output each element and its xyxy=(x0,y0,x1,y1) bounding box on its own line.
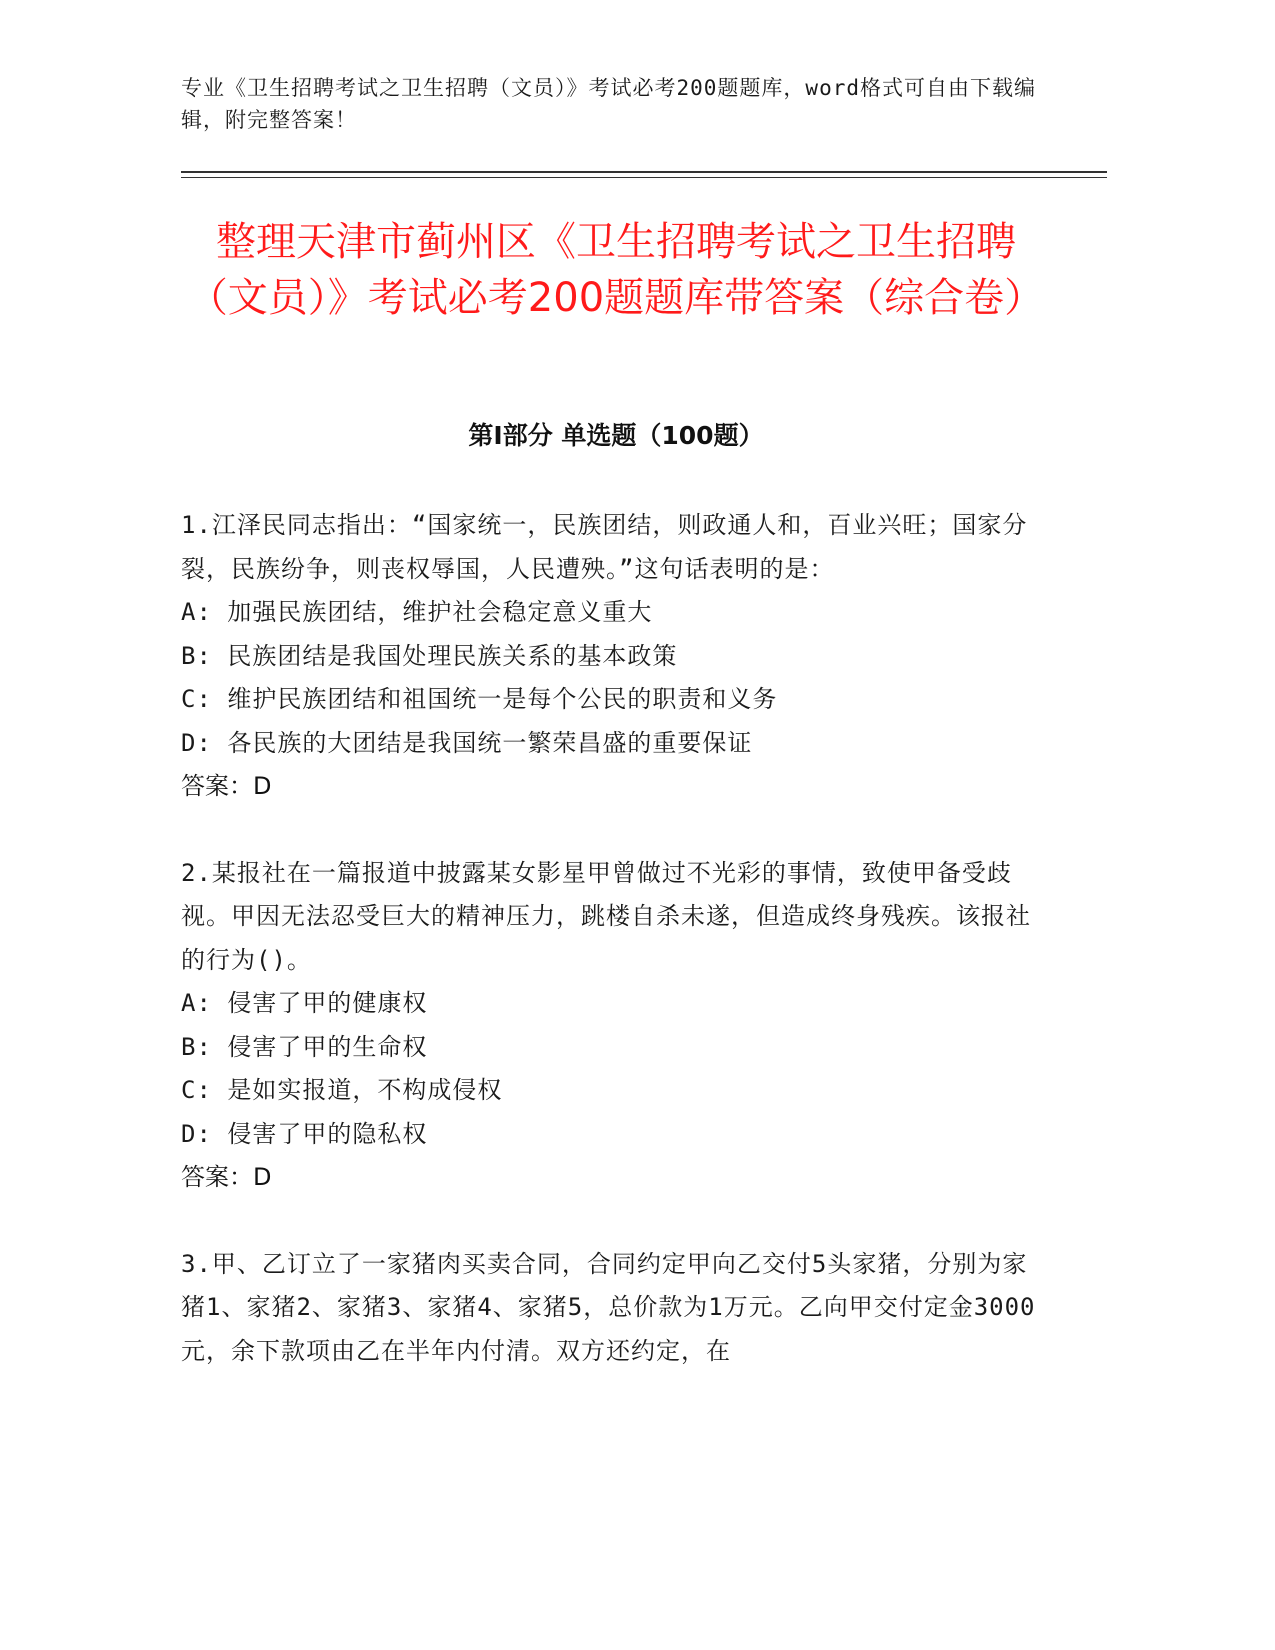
question-stem: 2.某报社在一篇报道中披露某女影星甲曾做过不光彩的事情，致使甲备受歧视。甲因无法忍受巨大的精神压力，跳楼自杀未遂，但造成终身残疾。该报社的行为()。 xyxy=(181,858,1031,974)
answer: 答案：D xyxy=(181,772,272,800)
section-title: 第Ⅰ部分 单选题（100题） xyxy=(468,421,764,450)
question-list xyxy=(181,504,1041,1416)
option-c: C: 是如实报道，不构成侵权 xyxy=(181,1076,503,1104)
question-2 xyxy=(181,852,1041,1200)
question-1 xyxy=(181,504,1041,809)
option-b: B: 民族团结是我国处理民族关系的基本政策 xyxy=(181,641,678,670)
option-d: D: 各民族的大团结是我国统一繁荣昌盛的重要保证 xyxy=(181,728,753,757)
document-title: 整理天津市蓟州区《卫生招聘考试之卫生招聘（文员）》考试必考200题题库带答案（综合卷） xyxy=(187,219,1045,321)
header-divider-thin xyxy=(181,177,1107,178)
answer: 答案：D xyxy=(181,1163,272,1191)
header-note: 专业《卫生招聘考试之卫生招聘（文员）》考试必考200题题库，word格式可自由下载编辑，附完整答案！ xyxy=(181,76,1036,132)
question-stem: 1.江泽民同志指出：“国家统一，民族团结，则政通人和，百业兴旺；国家分裂，民族纷争，则丧权辱国，人民遭殃。”这句话表明的是： xyxy=(181,511,1028,583)
header-divider-thick xyxy=(181,171,1107,173)
option-d: D: 侵害了甲的隐私权 xyxy=(181,1119,428,1148)
question-stem: 3.甲、乙订立了一家猪肉买卖合同，合同约定甲向乙交付5头家猪，分别为家猪1、家猪2、家猪3、家猪4、家猪5，总价款为1万元。乙向甲交付定金3000元，余下款项由乙在半年内付清。双方还约定，在 xyxy=(181,1249,1036,1365)
option-a: A: 加强民族团结，维护社会稳定意义重大 xyxy=(181,598,653,626)
question-3 xyxy=(181,1243,1041,1374)
option-a: A: 侵害了甲的健康权 xyxy=(181,989,428,1017)
option-c: C: 维护民族团结和祖国统一是每个公民的职责和义务 xyxy=(181,685,778,713)
option-b: B: 侵害了甲的生命权 xyxy=(181,1032,428,1061)
